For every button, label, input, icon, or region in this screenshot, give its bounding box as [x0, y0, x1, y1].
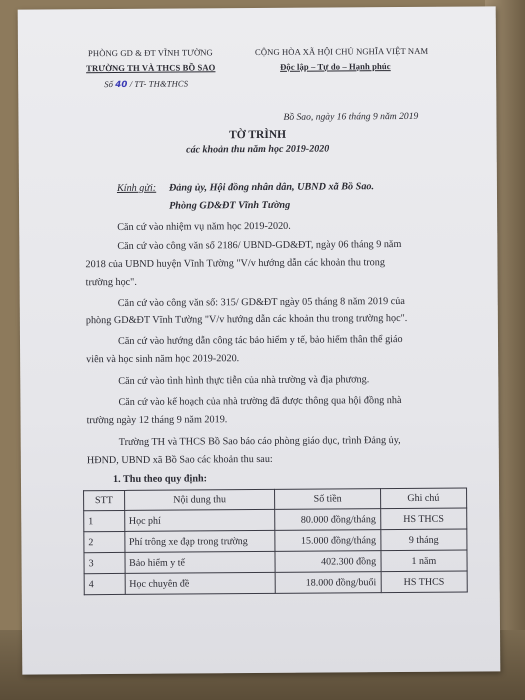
recipient-line-1: Đảng ủy, Hội đồng nhân dân, UBND xã Bồ Sao.	[168, 181, 375, 194]
header-document-number	[104, 78, 188, 90]
paragraph-line: Căn cứ vào tình hình thực tiễn của nhà trường và địa phương.	[118, 374, 370, 387]
number-suffix: / TT- TH&THCS	[129, 78, 189, 89]
column-header: Nội dung thu	[124, 489, 275, 510]
paragraph-line: 2018 của UBND huyện Vĩnh Tường "V/v hướng dẫn các khoản thu trong	[85, 257, 385, 271]
table-cell: 402.300 đồng	[275, 551, 380, 573]
handwritten-number: 40	[115, 79, 128, 90]
table-cell: 15.000 đồng/tháng	[275, 530, 380, 552]
table-cell: 4	[84, 573, 125, 594]
document-page	[18, 6, 501, 674]
paragraph-line: viên và học sinh năm học 2019-2020.	[86, 353, 240, 366]
table-row	[84, 529, 467, 553]
paragraph-line: trường ngày 12 tháng 9 năm 2019.	[86, 414, 228, 427]
paragraph-line: Căn cứ vào nhiệm vụ năm học 2019-2020.	[117, 220, 291, 233]
table-cell: Phí trông xe đạp trong trường	[124, 530, 275, 552]
document-title: TỜ TRÌNH	[229, 128, 287, 142]
table-row	[84, 571, 467, 595]
table-cell: 80.000 đồng/tháng	[275, 509, 380, 531]
header-school: TRƯỜNG TH VÀ THCS BỒ SAO	[86, 62, 216, 74]
header-department: PHÒNG GD & ĐT VĨNH TƯỜNG	[87, 47, 213, 59]
fee-table	[83, 488, 468, 596]
column-header: Ghi chú	[380, 488, 467, 509]
table-cell: 9 tháng	[380, 529, 467, 551]
table-cell: 3	[84, 552, 125, 573]
date-line: Bồ Sao, ngày 16 tháng 9 năm 2019	[283, 110, 419, 123]
paragraph-line: Trường TH và THCS Bồ Sao báo cáo phòng giáo dục, trình Đảng ủy,	[118, 435, 401, 448]
table-cell: 1 năm	[381, 550, 468, 572]
paragraph-line: phòng GD&ĐT Vĩnh Tường "V/v hướng dẫn các khoản thu trong trường học".	[85, 312, 408, 327]
table-cell: Bảo hiểm y tế	[125, 551, 276, 573]
paragraph-line: Căn cứ vào hướng dẫn công tác bảo hiểm y tế, bảo hiểm thân thể giáo	[117, 333, 403, 347]
table-row	[84, 550, 467, 574]
table-cell: 1	[84, 510, 125, 531]
recipient-line-2: Phòng GD&ĐT Vĩnh Tường	[169, 199, 291, 212]
document-subtitle: các khoản thu năm học 2019-2020	[186, 143, 330, 156]
table-cell: 18.000 đồng/buổi	[276, 572, 381, 594]
paragraph-line: Căn cứ vào kế hoạch của nhà trường đã được thông qua hội đồng nhà	[118, 395, 402, 408]
paragraph-line: Căn cứ vào công văn số 2186/ UBND-GD&ĐT, ngày 06 tháng 9 năm	[117, 239, 402, 252]
table-cell: Học chuyên đề	[125, 572, 276, 594]
table-header-row	[84, 488, 467, 511]
table-cell: HS THCS	[381, 571, 468, 593]
paragraph-line: trường học".	[85, 276, 137, 289]
section-heading: 1. Thu theo quy định:	[112, 473, 208, 486]
column-header: Số tiền	[275, 489, 380, 510]
paragraph-line: HĐND, UBND xã Bồ Sao các khoản thu sau:	[86, 453, 273, 467]
table-cell: 2	[84, 531, 125, 552]
table-cell: Học phí	[124, 509, 275, 531]
number-prefix: Số	[104, 79, 114, 90]
column-header: STT	[84, 490, 125, 510]
header-motto: Độc lập – Tự do – Hạnh phúc	[280, 61, 391, 72]
recipient-label: Kính gửi:	[116, 182, 157, 194]
paragraph-line: Căn cứ vào công văn số: 315/ GD&ĐT ngày 05 tháng 8 năm 2019 của	[117, 295, 405, 309]
table-row	[84, 508, 467, 532]
table-cell: HS THCS	[380, 508, 467, 530]
header-republic: CỘNG HÒA XÃ HỘI CHỦ NGHĨA VIỆT NAM	[254, 45, 429, 58]
